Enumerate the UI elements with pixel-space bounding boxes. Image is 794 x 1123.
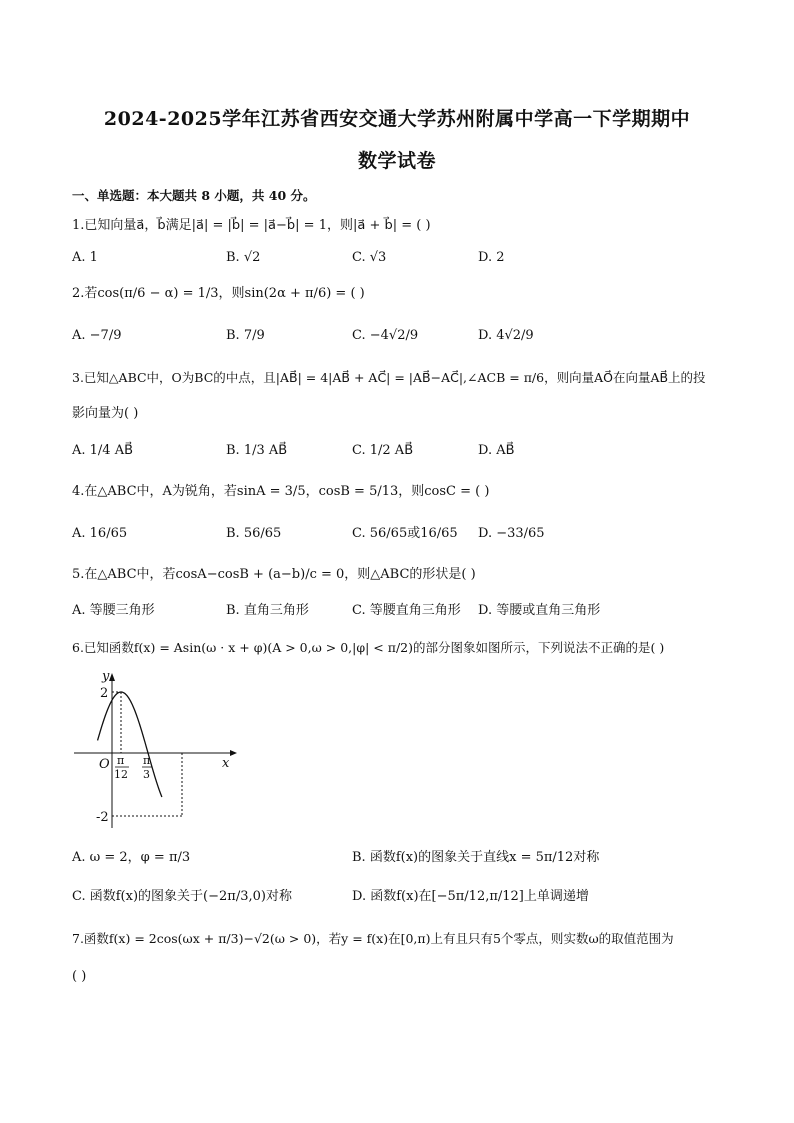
q2-option-d: D. 4√2/9 (478, 328, 534, 343)
q2-option-b: B. 7/9 (226, 328, 265, 343)
q6-option-b: B. 函数f(x)的图象关于直线x = 5π/12对称 (352, 850, 600, 865)
q2-option-c: C. −4√2/9 (352, 328, 419, 343)
q4-option-a: A. 16/65 (72, 526, 128, 541)
y-max-label: 2 (100, 686, 109, 701)
q5-option-a: A. 等腰三角形 (72, 603, 155, 618)
question-3-stem-cont: 影向量为( ) (72, 406, 139, 421)
q1-option-b: B. √2 (226, 250, 261, 265)
q4-option-b: B. 56/65 (226, 526, 282, 541)
q6-option-c: C. 函数f(x)的图象关于(−2π/3,0)对称 (72, 889, 292, 904)
exam-title: 2024-2025学年江苏省西安交通大学苏州附属中学高一下学期期中 (103, 108, 691, 130)
q5-option-d: D. 等腰或直角三角形 (478, 603, 601, 618)
question-3-stem: 3.已知△ABC中，O为BC的中点，且|AB⃗| = 4|AB⃗ + AC⃗| = |AB⃗−AC⃗|,∠ACB = π/6，则向量AO⃗在向量AB⃗上的投 (72, 370, 706, 385)
x-tick-2-denominator: 3 (143, 768, 150, 781)
q4-option-d: D. −33/65 (478, 526, 545, 541)
question-7-stem-cont: ( ) (72, 969, 87, 984)
q3-option-c: C. 1/2 AB⃗ (352, 443, 414, 458)
x-tick-1-numerator: π (117, 754, 125, 767)
q5-option-c: C. 等腰直角三角形 (352, 603, 461, 618)
x-axis-label: x (222, 756, 230, 771)
sine-graph (72, 668, 242, 833)
y-axis-arrow-icon (109, 673, 115, 681)
y-min-label: -2 (96, 810, 109, 825)
q6-option-a: A. ω = 2，φ = π/3 (72, 850, 191, 865)
y-axis-label: y (102, 669, 110, 684)
x-tick-1-denominator: 12 (114, 768, 128, 781)
q1-option-c: C. √3 (352, 250, 387, 265)
question-6-stem: 6.已知函数f(x) = Asin(ω · x + φ)(A > 0,ω > 0,|φ| < π/2)的部分图象如图所示，下列说法不正确的是( ) (72, 640, 665, 655)
sine-curve (98, 692, 162, 797)
q3-option-d: D. AB⃗ (478, 443, 515, 458)
q6-option-d: D. 函数f(x)在[−5π/12,π/12]上单调递增 (352, 889, 589, 904)
q1-option-d: D. 2 (478, 250, 505, 265)
section-heading: 一、单选题：本大题共 8 小题，共 40 分。 (72, 188, 316, 203)
question-4-stem: 4.在△ABC中，A为锐角，若sinA = 3/5，cosB = 5/13，则cosC = ( ) (72, 484, 490, 499)
q1-option-a: A. 1 (72, 250, 98, 265)
x-axis-arrow-icon (230, 750, 237, 756)
x-tick-2-numerator: π (143, 754, 151, 767)
question-7-stem: 7.函数f(x) = 2cos(ωx + π/3)−√2(ω > 0)，若y = f(x)在[0,π)上有且只有5个零点，则实数ω的取值范围为 (72, 931, 674, 946)
exam-subtitle: 数学试卷 (357, 150, 436, 172)
q2-option-a: A. −7/9 (72, 328, 122, 343)
q4-option-c: C. 56/65或16/65 (352, 526, 458, 541)
origin-label: O (99, 757, 110, 772)
question-1-stem: 1.已知向量a⃗，b⃗满足|a⃗| = |b⃗| = |a⃗−b⃗| = 1，则|a⃗ + b⃗| = ( ) (72, 218, 431, 233)
q3-option-a: A. 1/4 AB⃗ (72, 443, 134, 458)
question-5-stem: 5.在△ABC中，若cosA−cosB + (a−b)/c = 0，则△ABC的形状是( ) (72, 567, 476, 582)
q5-option-b: B. 直角三角形 (226, 603, 309, 618)
q3-option-b: B. 1/3 AB⃗ (226, 443, 288, 458)
question-2-stem: 2.若cos(π/6 − α) = 1/3，则sin(2α + π/6) = ( ) (72, 286, 365, 301)
